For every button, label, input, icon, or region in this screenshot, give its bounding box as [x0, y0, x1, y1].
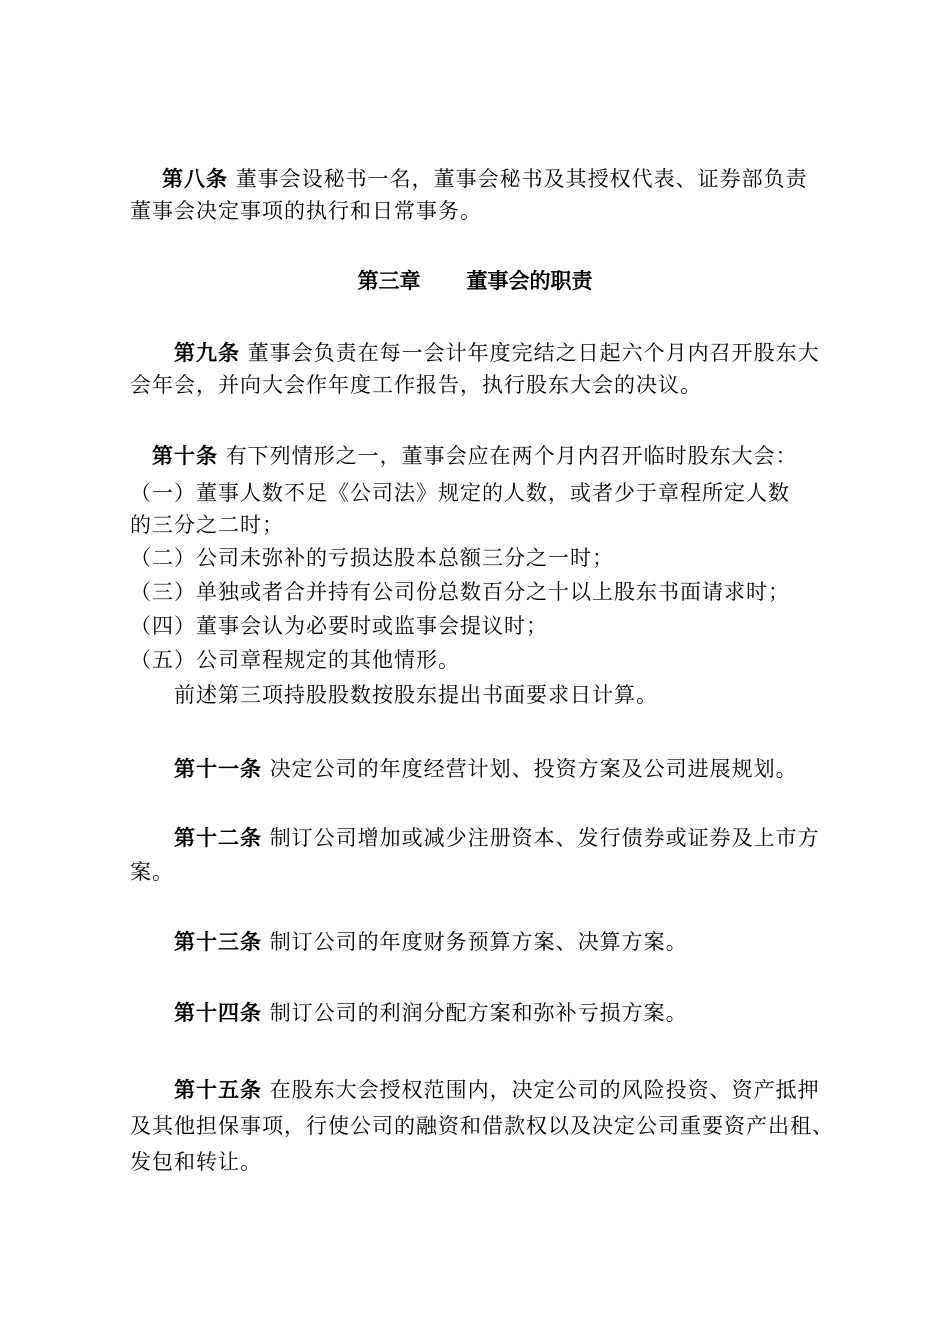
article-15-line-2: 及其他担保事项，行使公司的融资和借款权以及决定公司重要资产出租、 [130, 1114, 834, 1138]
article-10-item-1: （一）董事人数不足《公司法》规定的人数，或者少于章程所定人数 [130, 481, 790, 505]
article-12-line-1 [174, 823, 820, 853]
article-11-text: 决定公司的年度经营计划、投资方案及公司进展规划。 [269, 757, 798, 781]
article-10-line-1 [152, 441, 798, 471]
article-14-text: 制订公司的利润分配方案和弥补亏损方案。 [269, 1001, 688, 1025]
article-13-text: 制订公司的年度财务预算方案、决算方案。 [269, 930, 688, 954]
article-10-text: 有下列情形之一，董事会应在两个月内召开临时股东大会： [225, 444, 798, 468]
article-10-item-2: （二）公司未弥补的亏损达股本总额三分之一时； [130, 546, 614, 570]
article-9-line-1 [174, 338, 820, 368]
article-11-line-1 [174, 754, 798, 784]
article-8-line-1 [162, 164, 808, 194]
article-10-item-5: （五）公司章程规定的其他情形。 [130, 648, 460, 672]
article-11-title: 第十一条 [174, 756, 262, 781]
chapter-heading [0, 266, 950, 296]
chapter-title: 董事会的职责 [466, 268, 593, 293]
article-15-line-1 [174, 1075, 820, 1105]
article-8-title: 第八条 [162, 166, 228, 191]
article-15-title: 第十五条 [174, 1077, 262, 1102]
article-12-title: 第十二条 [174, 825, 262, 850]
article-15-line-3: 发包和转让。 [130, 1150, 262, 1174]
article-10-item-4: （四）董事会认为必要时或监事会提议时； [130, 614, 548, 638]
article-12-text: 制订公司增加或减少注册资本、发行债券或证券及上市方 [269, 826, 820, 850]
article-14-title: 第十四条 [174, 1000, 262, 1025]
article-13-line-1 [174, 927, 688, 957]
article-12-line-2: 案。 [130, 860, 174, 884]
article-10-title: 第十条 [152, 443, 218, 468]
article-10-item-3: （三）单独或者合并持有公司份总数百分之十以上股东书面请求时； [130, 580, 790, 604]
article-9-title: 第九条 [174, 340, 240, 365]
article-8-text: 董事会设秘书一名，董事会秘书及其授权代表、证券部负责 [235, 167, 808, 191]
article-9-text: 董事会负责在每一会计年度完结之日起六个月内召开股东大 [247, 341, 820, 365]
article-10-item-1-cont: 的三分之二时； [130, 513, 284, 537]
article-14-line-1 [174, 998, 688, 1028]
article-15-text: 在股东大会授权范围内，决定公司的风险投资、资产抵押 [269, 1078, 820, 1102]
article-13-title: 第十三条 [174, 929, 262, 954]
article-8-line-2: 董事会决定事项的执行和日常事务。 [130, 199, 482, 223]
article-9-line-2: 会年会，并向大会作年度工作报告，执行股东大会的决议。 [130, 373, 702, 397]
chapter-number: 第三章 [357, 268, 421, 293]
article-10-note: 前述第三项持股股数按股东提出书面要求日计算。 [174, 683, 658, 707]
